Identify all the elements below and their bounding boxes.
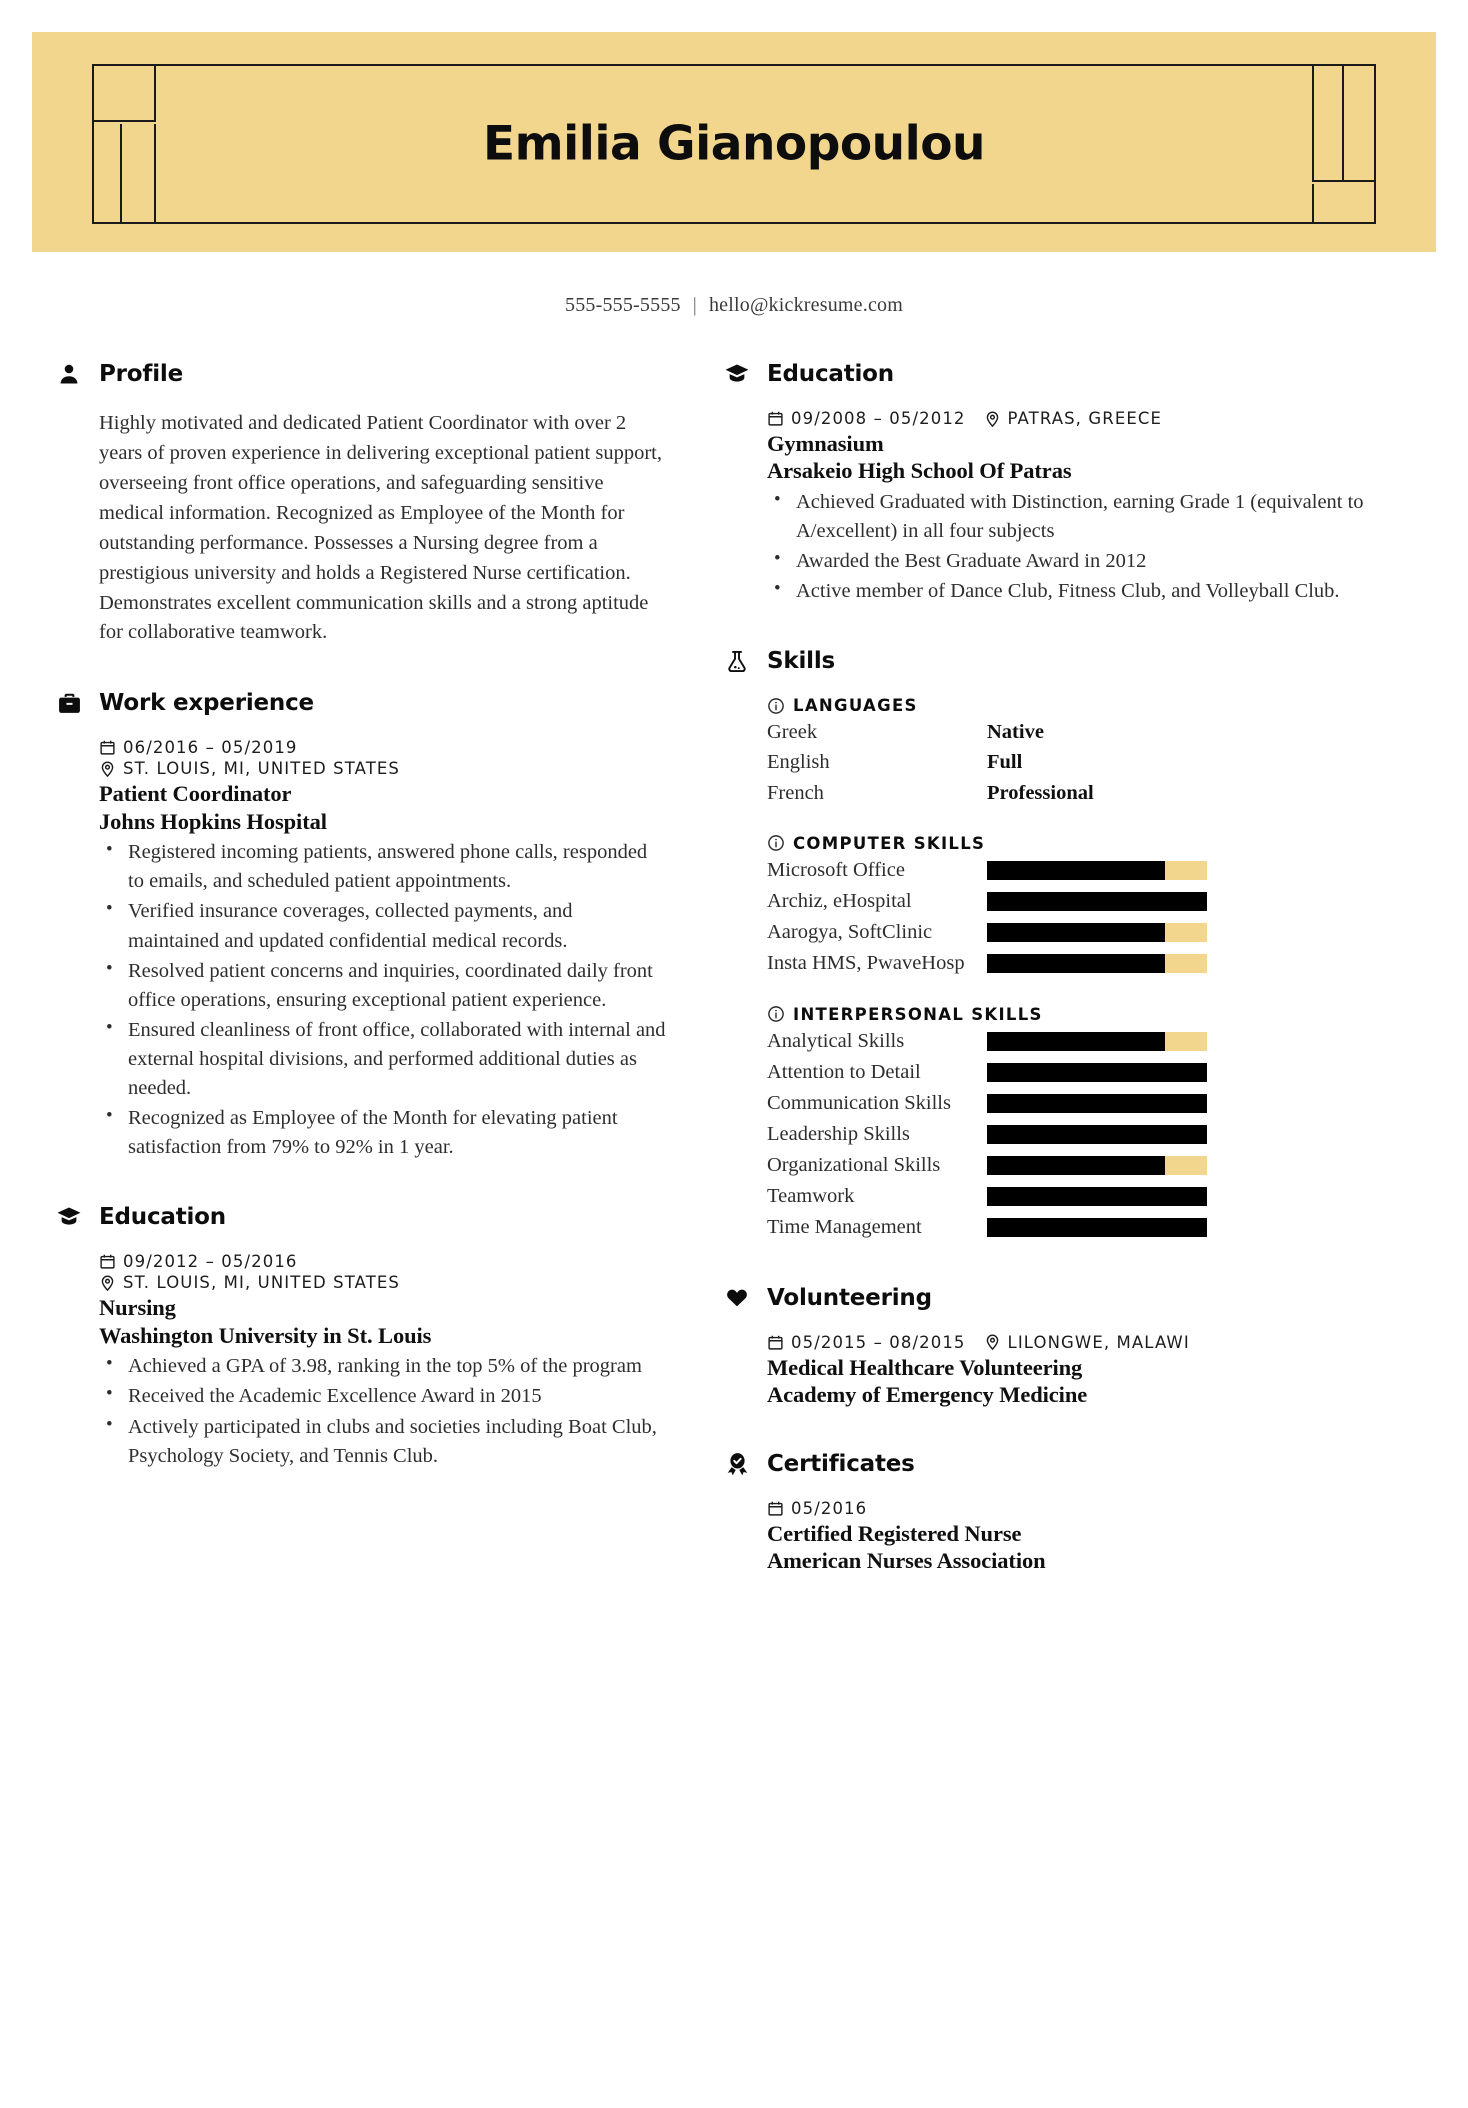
skill-name: Insta HMS, PwaveHosp xyxy=(767,952,965,975)
spacer xyxy=(724,640,1364,648)
skill-level-bar xyxy=(987,1063,1207,1082)
skill-level-fill xyxy=(987,1032,1165,1051)
entry-institution: Arsakeio High School Of Patras xyxy=(767,458,1072,484)
section-header-volunteering xyxy=(724,1285,1364,1311)
skill-name: Attention to Detail xyxy=(767,1061,921,1084)
skill-row xyxy=(767,1213,1364,1243)
section-title-skills: Skills xyxy=(767,648,836,675)
section-education-right xyxy=(724,361,1364,606)
section-header-work-experience xyxy=(56,690,668,716)
section-header-certificates xyxy=(724,1451,1364,1477)
graduation-cap-icon xyxy=(724,361,750,387)
skill-name: Time Management xyxy=(767,1216,922,1239)
entry-bullet-list xyxy=(767,488,1364,606)
skill-level-bar xyxy=(987,954,1207,973)
skill-row xyxy=(767,1058,1364,1088)
entry-location-text: ST. LOUIS, MI, UNITED STATES xyxy=(123,1273,400,1293)
page-title: Emilia Gianopoulou xyxy=(483,116,985,172)
list-item: • Resolved patient concerns and inquiries, coordinated daily front office operations, ensuring exceptional patient experience. xyxy=(99,957,668,1015)
entry-date-text: 05/2016 xyxy=(791,1498,868,1518)
skill-row xyxy=(767,918,1364,948)
calendar-icon xyxy=(767,1499,784,1517)
skill-name: Communication Skills xyxy=(767,1092,951,1115)
briefcase-icon xyxy=(56,690,82,716)
info-circle-icon xyxy=(767,834,785,852)
calendar-icon xyxy=(99,1253,116,1271)
entry-bullet-list xyxy=(99,1352,668,1470)
section-header-education-left xyxy=(56,1204,668,1230)
section-body-education-left xyxy=(56,1252,668,1470)
entry-location xyxy=(99,759,400,778)
skill-level-bar xyxy=(987,1187,1207,1206)
location-pin-icon xyxy=(984,1333,1001,1351)
section-profile xyxy=(56,361,668,648)
frame-corner-right-bottom xyxy=(1312,184,1374,222)
skill-level-fill xyxy=(987,923,1165,942)
skills-group-interpersonal xyxy=(767,1005,1364,1243)
entry-date-text: 05/2015 – 08/2015 xyxy=(791,1332,966,1352)
certificate-entry xyxy=(767,1499,1364,1575)
skill-level-bar xyxy=(987,861,1207,880)
entry-date xyxy=(99,738,298,757)
language-level: Professional xyxy=(987,781,1094,804)
skill-level-bar xyxy=(987,1218,1207,1237)
section-header-education-right xyxy=(724,361,1364,387)
volunteering-entry xyxy=(767,1333,1364,1409)
skill-row xyxy=(767,949,1364,979)
location-pin-icon xyxy=(984,410,1001,428)
education-entry xyxy=(99,1252,668,1470)
language-row xyxy=(767,748,1364,777)
language-row xyxy=(767,718,1364,747)
skills-group-header xyxy=(767,696,1364,715)
entry-organization: Academy of Emergency Medicine xyxy=(767,1382,1088,1408)
contact-line xyxy=(0,294,1468,317)
entry-location-text: LILONGWE, MALAWI xyxy=(1007,1332,1190,1352)
skill-row xyxy=(767,856,1364,886)
section-body-education-right xyxy=(724,409,1364,606)
left-column xyxy=(56,361,668,1505)
skill-level-bar xyxy=(987,923,1207,942)
info-circle-icon xyxy=(767,1005,785,1023)
skill-name: Teamwork xyxy=(767,1185,855,1208)
entry-location-text: ST. LOUIS, MI, UNITED STATES xyxy=(123,759,400,779)
section-title-volunteering: Volunteering xyxy=(767,1284,932,1311)
language-name: English xyxy=(767,751,830,774)
language-level: Full xyxy=(987,751,1023,774)
header-band xyxy=(32,32,1436,252)
right-column xyxy=(724,361,1364,1608)
skill-row xyxy=(767,1089,1364,1119)
skill-level-bar xyxy=(987,1032,1207,1051)
education-entry xyxy=(767,409,1364,606)
spacer xyxy=(56,1196,668,1204)
person-icon xyxy=(56,361,82,387)
list-item: • Recognized as Employee of the Month for elevating patient satisfaction from 79% to 92% in 1 year. xyxy=(99,1104,668,1162)
calendar-icon xyxy=(767,1333,784,1351)
section-work-experience xyxy=(56,690,668,1162)
phone-number[interactable]: 555-555-5555 xyxy=(565,294,681,316)
list-item: • Received the Academic Excellence Award in 2015 xyxy=(99,1382,668,1411)
entry-date xyxy=(767,409,966,428)
entry-issuer: American Nurses Association xyxy=(767,1547,1046,1573)
entry-meta xyxy=(99,1252,668,1271)
skill-name: Archiz, eHospital xyxy=(767,890,912,913)
entry-certificate-title: Certified Registered Nurse xyxy=(767,1520,1022,1546)
skill-row xyxy=(767,1027,1364,1057)
entry-date xyxy=(767,1333,966,1352)
section-body-work-experience xyxy=(56,738,668,1162)
section-body-volunteering xyxy=(724,1333,1364,1409)
header-decorative-frame xyxy=(92,64,1376,224)
section-title-profile: Profile xyxy=(99,361,183,387)
skill-row xyxy=(767,1120,1364,1150)
skill-level-fill xyxy=(987,1156,1165,1175)
list-item: • Ensured cleanliness of front office, collaborated with internal and external hospital divisions, and performed additional duties as needed. xyxy=(99,1016,668,1103)
skill-level-bar xyxy=(987,1125,1207,1144)
list-item: • Achieved a GPA of 3.98, ranking in the top 5% of the program xyxy=(99,1352,668,1381)
location-pin-icon xyxy=(99,760,116,778)
entry-location xyxy=(99,1273,400,1292)
skill-name: Analytical Skills xyxy=(767,1030,905,1053)
entry-meta-location xyxy=(99,759,668,778)
skill-name: Organizational Skills xyxy=(767,1154,941,1177)
entry-job-title: Patient Coordinator xyxy=(99,781,292,807)
calendar-icon xyxy=(99,739,116,757)
section-body-profile xyxy=(56,409,668,648)
skills-group-languages xyxy=(767,696,1364,807)
work-entry xyxy=(99,738,668,1162)
award-badge-icon xyxy=(724,1451,750,1477)
entry-location xyxy=(984,1333,1190,1352)
skill-row xyxy=(767,1151,1364,1181)
skill-name: Leadership Skills xyxy=(767,1123,910,1146)
skill-level-fill xyxy=(987,1187,1207,1206)
skills-group-computer xyxy=(767,834,1364,979)
language-level: Native xyxy=(987,721,1044,744)
section-skills xyxy=(724,648,1364,1242)
skill-level-fill xyxy=(987,1063,1207,1082)
contact-separator: | xyxy=(692,294,697,316)
skill-level-bar xyxy=(987,1094,1207,1113)
resume-columns xyxy=(0,361,1468,1608)
list-item: • Actively participated in clubs and societies including Boat Club, Psychology Society, and Tennis Club. xyxy=(99,1413,668,1471)
entry-role-title: Medical Healthcare Volunteering xyxy=(767,1354,1083,1380)
entry-degree-title: Gymnasium xyxy=(767,431,884,456)
skill-level-fill xyxy=(987,861,1165,880)
list-item: • Verified insurance coverages, collected payments, and maintained and updated confidential medical records. xyxy=(99,897,668,955)
section-body-certificates xyxy=(724,1499,1364,1575)
email-address[interactable]: hello@kickresume.com xyxy=(708,294,903,316)
info-circle-icon xyxy=(767,697,785,715)
language-name: French xyxy=(767,781,824,804)
language-name: Greek xyxy=(767,721,818,744)
skill-level-fill xyxy=(987,892,1207,911)
list-item: • Achieved Graduated with Distinction, earning Grade 1 (equivalent to A/excellent) in all four subjects xyxy=(767,488,1364,546)
section-header-skills xyxy=(724,648,1364,674)
location-pin-icon xyxy=(99,1274,116,1292)
skill-row xyxy=(767,887,1364,917)
entry-date-text: 06/2016 – 05/2019 xyxy=(123,738,298,758)
section-education-left xyxy=(56,1204,668,1470)
skill-level-bar xyxy=(987,1156,1207,1175)
calendar-icon xyxy=(767,410,784,428)
spacer xyxy=(724,1277,1364,1285)
section-title-certificates: Certificates xyxy=(767,1450,915,1477)
entry-meta xyxy=(767,409,1364,428)
entry-date-text: 09/2008 – 05/2012 xyxy=(791,409,966,428)
skills-group-header xyxy=(767,834,1364,853)
list-item: • Registered incoming patients, answered phone calls, responded to emails, and scheduled patient appointments. xyxy=(99,838,668,896)
list-item: • Active member of Dance Club, Fitness Club, and Volleyball Club. xyxy=(767,577,1364,606)
frame-corner-left-top xyxy=(94,66,156,122)
entry-location xyxy=(984,409,1162,428)
section-title-education-left: Education xyxy=(99,1204,226,1231)
skill-name: Microsoft Office xyxy=(767,859,905,882)
spacer xyxy=(56,682,668,690)
skill-level-fill xyxy=(987,1125,1207,1144)
skill-level-fill xyxy=(987,1094,1207,1113)
entry-location-text: PATRAS, GREECE xyxy=(1007,409,1163,428)
section-certificates xyxy=(724,1451,1364,1575)
flask-icon xyxy=(724,648,750,674)
skill-level-bar xyxy=(987,892,1207,911)
entry-date xyxy=(767,1499,867,1518)
entry-bullet-list xyxy=(99,838,668,1162)
entry-meta xyxy=(767,1499,1364,1518)
graduation-cap-icon xyxy=(56,1204,82,1230)
skill-name: Aarogya, SoftClinic xyxy=(767,921,933,944)
section-body-skills xyxy=(724,696,1364,1242)
list-item: • Awarded the Best Graduate Award in 2012 xyxy=(767,547,1364,576)
skill-level-fill xyxy=(987,1218,1207,1237)
skill-row xyxy=(767,1182,1364,1212)
entry-date xyxy=(99,1252,298,1271)
entry-meta xyxy=(99,738,668,757)
heart-icon xyxy=(724,1285,750,1311)
section-volunteering xyxy=(724,1285,1364,1409)
entry-degree-title: Nursing xyxy=(99,1295,176,1321)
profile-summary-text: Highly motivated and dedicated Patient Coordinator with over 2 years of proven experience in delivering exceptional patient support, overseeing front office operations, and safeguarding sensitive medical information. Recognized as Employee of the Month for outstanding performance. Possesses a Nursing degree from a prestigious university and holds a Registered Nurse certification. Demonstrates excellent communication skills and a strong aptitude for collaborative teamwork. xyxy=(99,412,662,644)
skills-group-label: LANGUAGES xyxy=(793,696,918,716)
spacer xyxy=(724,1443,1364,1451)
entry-meta xyxy=(767,1333,1364,1352)
section-title-education-right: Education xyxy=(767,361,894,387)
language-row xyxy=(767,779,1364,808)
entry-institution: Washington University in St. Louis xyxy=(99,1322,432,1348)
skills-group-label: COMPUTER SKILLS xyxy=(793,833,986,853)
skill-level-fill xyxy=(987,954,1165,973)
entry-date-text: 09/2012 – 05/2016 xyxy=(123,1252,298,1272)
entry-organization: Johns Hopkins Hospital xyxy=(99,808,327,834)
skills-group-header xyxy=(767,1005,1364,1024)
section-title-work-experience: Work experience xyxy=(99,690,314,717)
section-header-profile xyxy=(56,361,668,387)
skills-group-label: INTERPERSONAL SKILLS xyxy=(793,1004,1043,1024)
entry-meta-location xyxy=(99,1273,668,1292)
